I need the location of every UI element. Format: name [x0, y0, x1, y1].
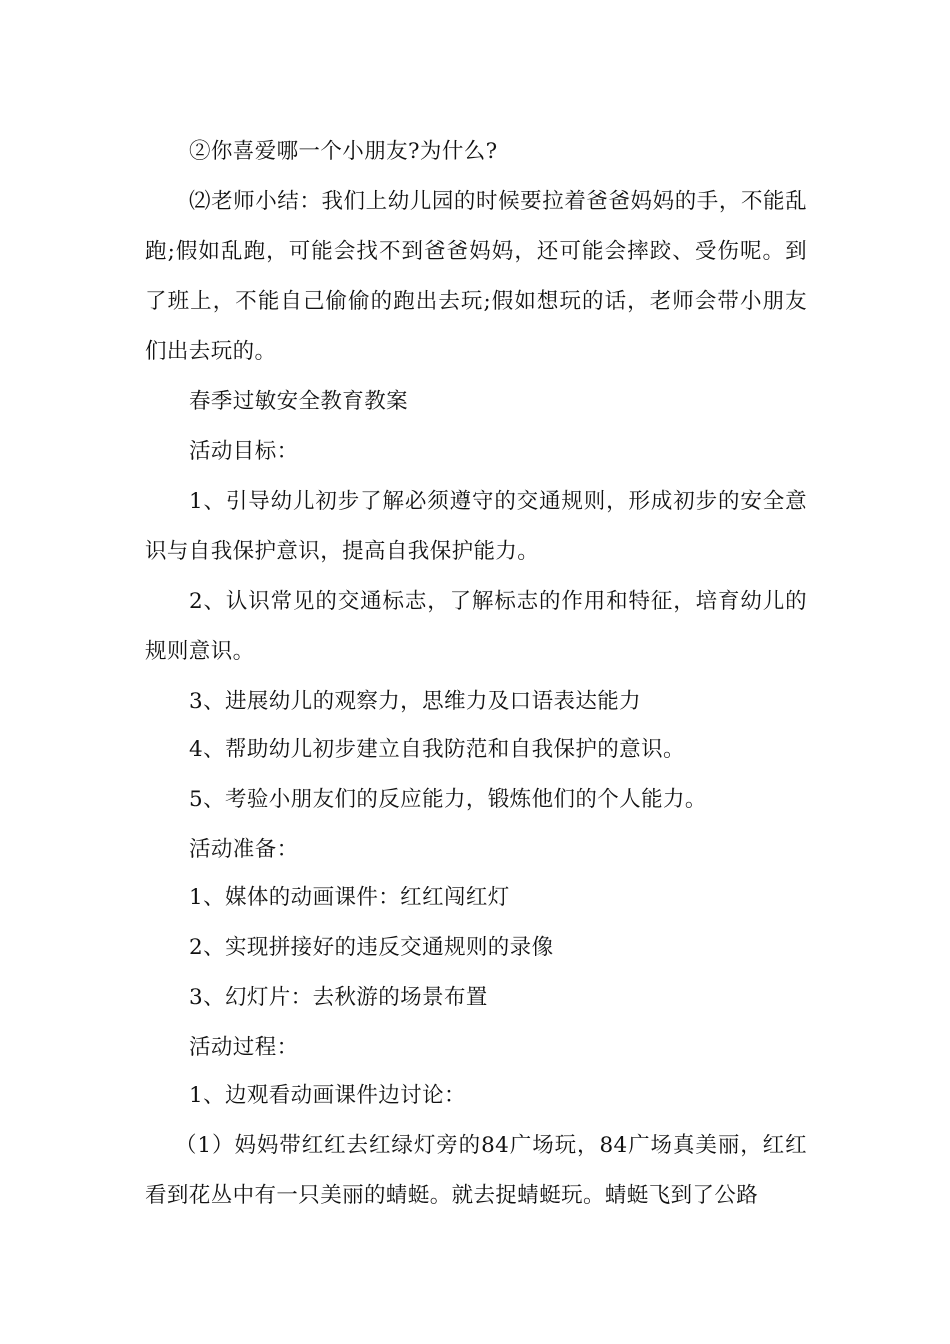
paragraph-prep-heading: 活动准备：: [189, 837, 299, 862]
paragraph-goal-2: 2、认识常见的交通标志，了解标志的作用和特征，培育幼儿的规则意识。: [145, 589, 807, 664]
paragraph-teacher-summary: ⑵老师小结：我们上幼儿园的时候要拉着爸爸妈妈的手，不能乱跑;假如乱跑，可能会找不到爸爸妈妈，还可能会摔跤、受伤呢。到了班上，不能自己偷偷的跑出去玩;假如想玩的话，老师会带小朋友们出去玩的。: [145, 189, 807, 364]
paragraph-lesson-title: 春季过敏安全教育教案: [189, 389, 409, 414]
paragraph-goals-heading: 活动目标：: [189, 439, 299, 464]
paragraph-prep-1: 1、媒体的动画课件：红红闯红灯: [189, 885, 510, 910]
paragraph-goal-5: 5、考验小朋友们的反应能力，锻炼他们的个人能力。: [189, 787, 707, 812]
paragraph-process-story: （1）妈妈带红红去红绿灯旁的84广场玩，84广场真美丽，红红看到花丛中有一只美丽的蜻蜓。就去捉蜻蜓玩。蜻蜓飞到了公路: [145, 1133, 807, 1208]
paragraph-prep-3: 3、幻灯片：去秋游的场景布置: [189, 985, 488, 1010]
paragraph-goal-1: 1、引导幼儿初步了解必须遵守的交通规则，形成初步的安全意识与自我保护意识，提高自我保护能力。: [145, 489, 807, 564]
paragraph-goal-4: 4、帮助幼儿初步建立自我防范和自我保护的意识。: [189, 737, 685, 762]
paragraph-question: ②你喜爱哪一个小朋友?为什么?: [189, 139, 498, 164]
paragraph-process-1: 1、边观看动画课件边讨论：: [189, 1083, 466, 1108]
paragraph-prep-2: 2、实现拼接好的违反交通规则的录像: [189, 935, 554, 960]
paragraph-process-heading: 活动过程：: [189, 1035, 299, 1060]
paragraph-goal-3: 3、进展幼儿的观察力，思维力及口语表达能力: [189, 689, 642, 714]
